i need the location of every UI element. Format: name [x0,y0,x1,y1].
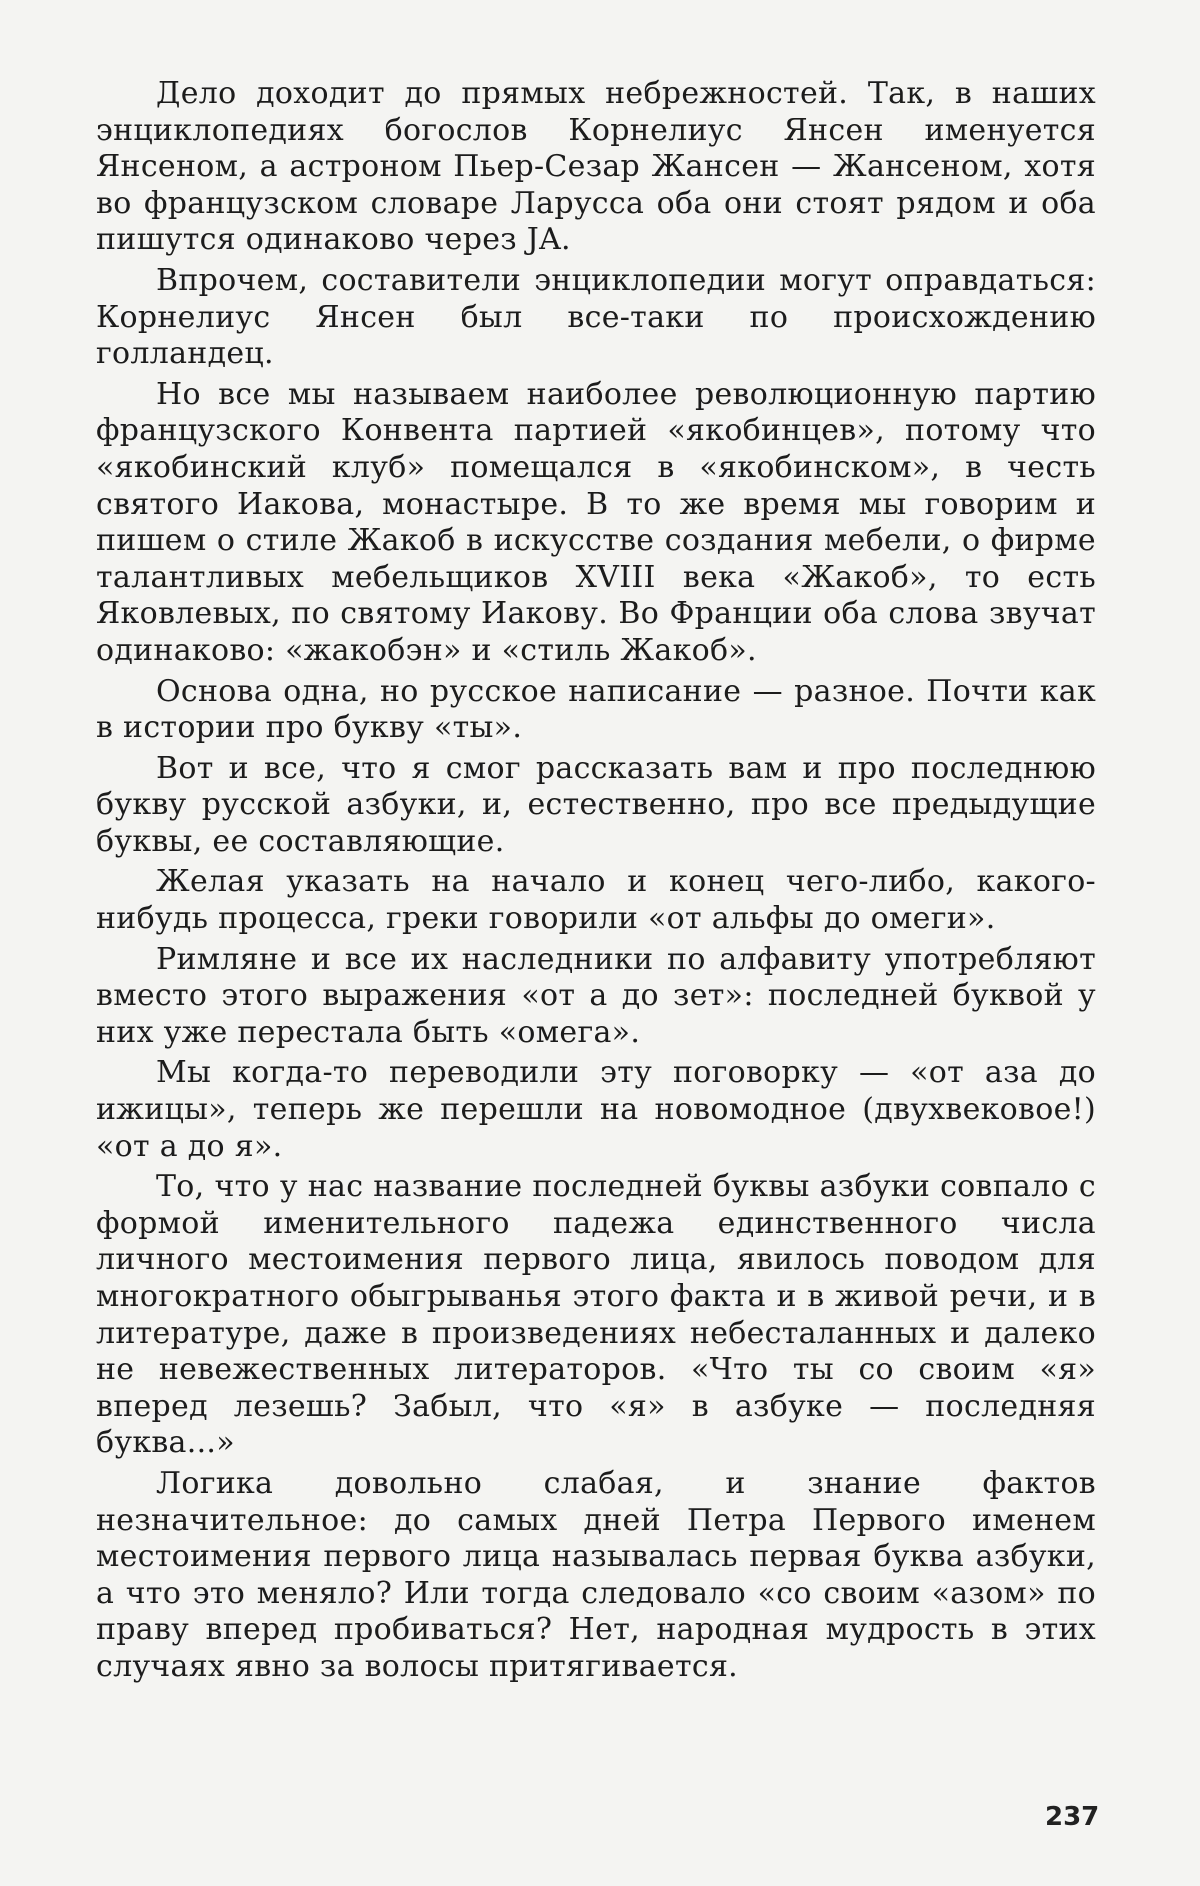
page-body [96,76,1096,1690]
paragraph-5: Вот и все, что я смог рассказать вам и про последнюю букву русской азбуки, и, естественно, про все предыдущие буквы, ее составляющие. [96,750,1096,859]
paragraph-4: Основа одна, но русское написание — разное. Почти как в истории про букву «ты». [96,673,1096,746]
paragraph-6: Желая указать на начало и конец чего-либо, какого-нибудь процесса, греки говорили «от альфы до омеги». [96,864,1096,937]
paragraph-10: Логика довольно слабая, и знание фактов незначительное: до самых дней Петра Первого именем местоимения первого лица называлась первая буква азбуки, а что это меняло? Или тогда следовало «со своим «азом» по праву вперед пробиваться? Нет, народная мудрость в этих случаях явно за волосы притягивается. [96,1465,1096,1684]
paragraph-2: Впрочем, составители энциклопедии могут оправдаться: Корнелиус Янсен был все-таки по происхождению голландец. [96,262,1096,372]
paragraph-1: Дело доходит до прямых небрежностей. Так, в наших энциклопедиях богослов Корнелиус Янсен именуется Янсеном, а астроном Пьер-Сезар Жансен — Жансеном, хотя во французском словаре Ларусса оба они стоят рядом и оба пишутся одинаково через JA. [96,76,1096,258]
paragraph-7: Римляне и все их наследники по алфавиту употребляют вместо этого выражения «от а до зет»: последней буквой у них уже перестала быть «омега». [96,941,1096,1050]
paragraph-3: Но все мы называем наиболее революционную партию французского Конвента партией «якобинцев», потому что «якобинский клуб» помещался в «якобинском», в честь святого Иакова, монастыре. В то же время мы говорим и пишем о стиле Жакоб в искусстве создания мебели, о фирме талантливых мебельщиков XVIII века «Жакоб», то есть Яковлевых, по святому Иакову. Во Франции оба слова звучат одинаково: «жакобэн» и «стиль Жакоб». [96,376,1096,668]
page-number: 237 [1045,1802,1100,1832]
paragraph-9: То, что у нас название последней буквы азбуки совпало с формой именительного падежа единственного числа личного местоимения первого лица, явилось поводом для многократного обыгрыванья этого факта и в живой речи, и в литературе, даже в произведениях небесталанных и далеко не невежественных литераторов. «Что ты со своим «я» вперед лезешь? Забыл, что «я» в азбуке — последняя буква...» [96,1169,1096,1461]
paragraph-8: Мы когда-то переводили эту поговорку — «от аза до ижицы», теперь же перешли на новомодное (двухвековое!) «от а до я». [96,1055,1096,1164]
